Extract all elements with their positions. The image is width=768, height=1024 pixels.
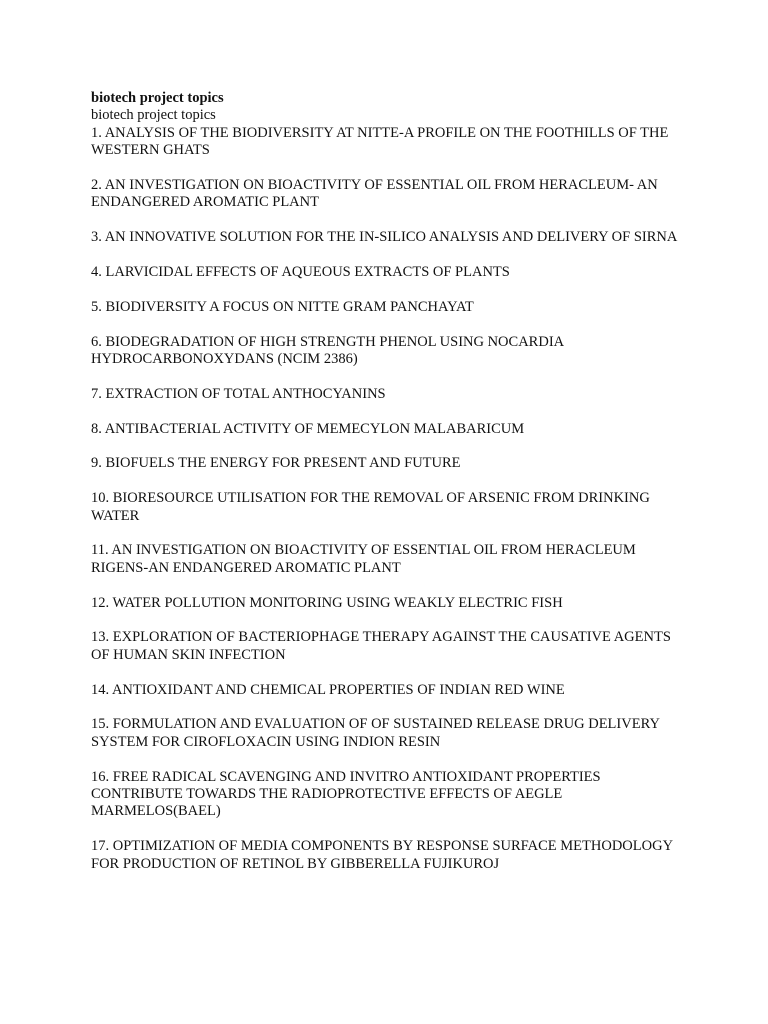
topic-item: 13. EXPLORATION OF BACTERIOPHAGE THERAPY AGAINST THE CAUSATIVE AGENTS OF HUMAN SKIN INFECTION	[91, 629, 671, 663]
topic-item: 15. FORMULATION AND EVALUATION OF OF SUSTAINED RELEASE DRUG DELIVERY SYSTEM FOR CIROFLOXACIN USING INDION RESIN	[91, 716, 660, 750]
document-page	[91, 90, 691, 890]
topic-item: 14. ANTIOXIDANT AND CHEMICAL PROPERTIES OF INDIAN RED WINE	[91, 681, 565, 698]
document-title: biotech project topics	[91, 90, 224, 106]
topic-item: 9. BIOFUELS THE ENERGY FOR PRESENT AND FUTURE	[91, 455, 461, 472]
topic-item: 7. EXTRACTION OF TOTAL ANTHOCYANINS	[91, 385, 386, 402]
document-subtitle: biotech project topics	[91, 107, 216, 124]
topic-item: 1. ANALYSIS OF THE BIODIVERSITY AT NITTE-A PROFILE ON THE FOOTHILLS OF THE WESTERN GHATS	[91, 124, 669, 159]
topic-item: 3. AN INNOVATIVE SOLUTION FOR THE IN-SILICO ANALYSIS AND DELIVERY OF SIRNA	[91, 229, 678, 246]
topic-item: 10. BIORESOURCE UTILISATION FOR THE REMOVAL OF ARSENIC FROM DRINKING WATER	[91, 490, 650, 524]
topic-item: 5. BIODIVERSITY A FOCUS ON NITTE GRAM PANCHAYAT	[91, 298, 474, 315]
topic-item: 17. OPTIMIZATION OF MEDIA COMPONENTS BY RESPONSE SURFACE METHODOLOGY FOR PRODUCTION OF RETINOL BY GIBBERELLA FUJIKUROJ	[91, 838, 673, 872]
topic-item: 2. AN INVESTIGATION ON BIOACTIVITY OF ESSENTIAL OIL FROM HERACLEUM- AN ENDANGERED AROMATIC PLANT	[91, 177, 658, 211]
topic-item: 6. BIODEGRADATION OF HIGH STRENGTH PHENOL USING NOCARDIA HYDROCARBONOXYDANS (NCIM 2386)	[91, 333, 564, 368]
topic-item: 16. FREE RADICAL SCAVENGING AND INVITRO ANTIOXIDANT PROPERTIES CONTRIBUTE TOWARDS THE RADIOPROTECTIVE EFFECTS OF AEGLE MARMELOS(BAEL)	[91, 768, 601, 820]
topic-item: 11. AN INVESTIGATION ON BIOACTIVITY OF ESSENTIAL OIL FROM HERACLEUM RIGENS-AN ENDANGERED AROMATIC PLANT	[91, 542, 636, 576]
topic-item: 4. LARVICIDAL EFFECTS OF AQUEOUS EXTRACTS OF PLANTS	[91, 264, 510, 281]
topic-item: 8. ANTIBACTERIAL ACTIVITY OF MEMECYLON MALABARICUM	[91, 420, 525, 437]
topic-item: 12. WATER POLLUTION MONITORING USING WEAKLY ELECTRIC FISH	[91, 594, 563, 611]
topic-list	[91, 125, 691, 873]
